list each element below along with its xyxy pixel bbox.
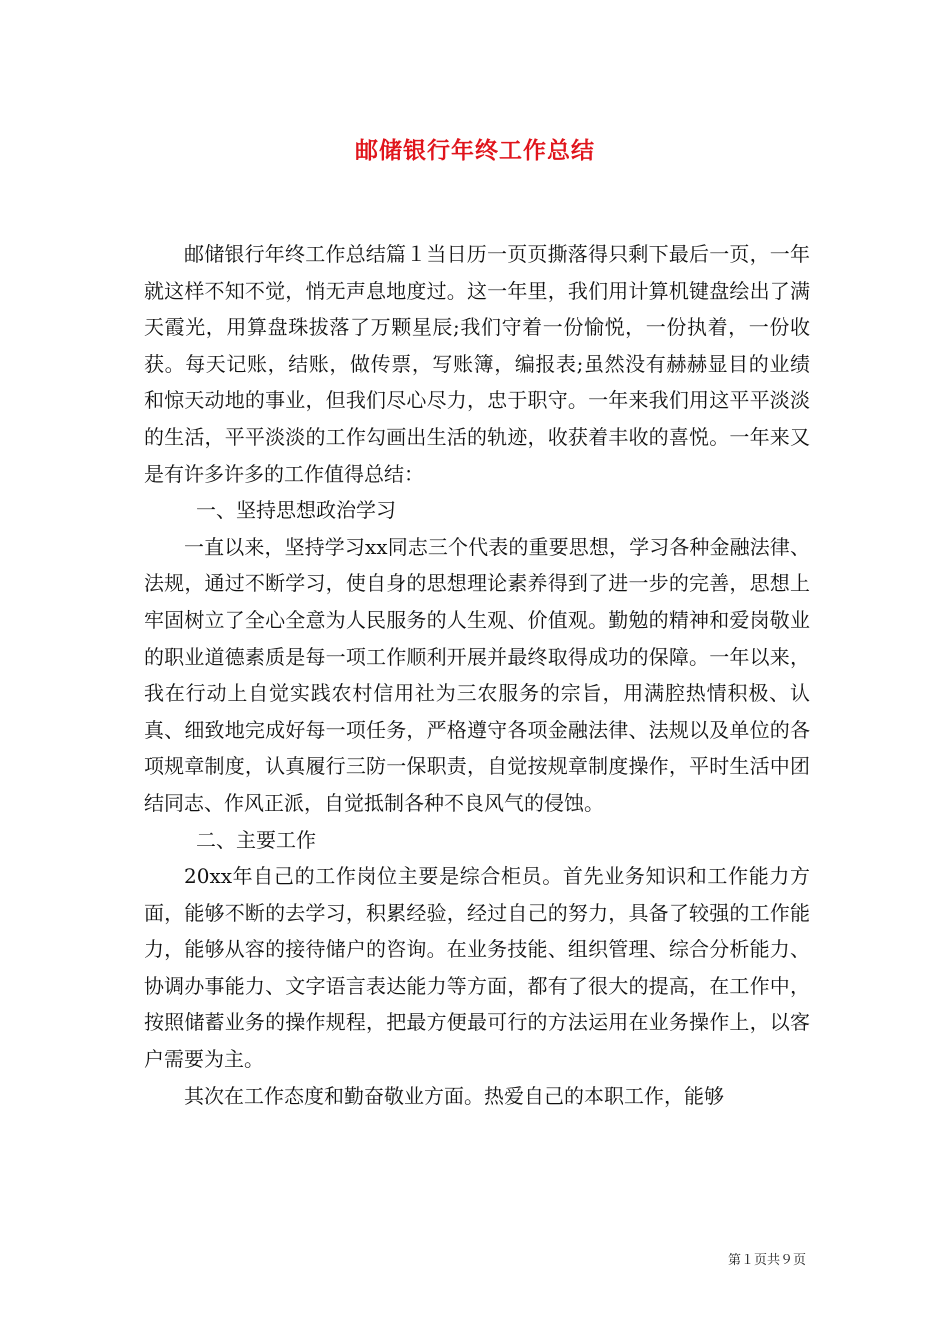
paragraph-section-1: 一直以来，坚持学习xx同志三个代表的重要思想，学习各种金融法律、法规，通过不断学习，使自身的思想理论素养得到了进一步的完善，思想上牢固树立了全心全意为人民服务的人生观、价值观。勤勉的精神和爱岗敬业的职业道德素质是每一项工作顺利开展并最终取得成功的保障。一年以来，我在行动上自觉实践农村信用社为三农服务的宗旨，用满腔热情积极、认真、细致地完成好每一项任务，严格遵守各项金融法律、法规以及单位的各项规章制度，认真履行三防一保职责，自觉按规章制度操作，平时生活中团结同志、作风正派，自觉抵制各种不良风气的侵蚀。: [144, 534, 810, 815]
section-heading-2: 二、主要工作: [196, 827, 316, 852]
document-body: [144, 236, 810, 1114]
paragraph-intro: 邮储银行年终工作总结篇１当日历一页页撕落得只剩下最后一页，一年就这样不知不觉，悄无声息地度过。这一年里，我们用计算机键盘绘出了满天霞光，用算盘珠拔落了万颗星辰;我们守着一份愉悦，一份执着，一份收获。每天记账，结账，做传票，写账簿，编报表;虽然没有赫赫显目的业绩和惊天动地的事业，但我们尽心尽力，忠于职守。一年来我们用这平平淡淡的生活，平平淡淡的工作勾画出生活的轨迹，收获着丰收的喜悦。一年来又是有许多许多的工作值得总结：: [144, 242, 810, 486]
document-title: 邮储银行年终工作总结: [355, 137, 595, 164]
paragraph-work-attitude: 其次在工作态度和勤奋敬业方面。热爱自己的本职工作，能够: [184, 1083, 724, 1108]
page-number: 第１页共９页: [727, 1253, 806, 1268]
section-heading-1: 一、坚持思想政治学习: [196, 498, 396, 523]
paragraph-section-2: 20xx年自己的工作岗位主要是综合柜员。首先业务知识和工作能力方面，能够不断的去学习，积累经验，经过自己的努力，具备了较强的工作能力，能够从容的接待储户的咨询。在业务技能、组织管理、综合分析能力、协调办事能力、文字语言表达能力等方面，都有了很大的提高，在工作中，按照储蓄业务的操作规程，把最方便最可行的方法运用在业务操作上，以客户需要为主。: [144, 864, 810, 1072]
